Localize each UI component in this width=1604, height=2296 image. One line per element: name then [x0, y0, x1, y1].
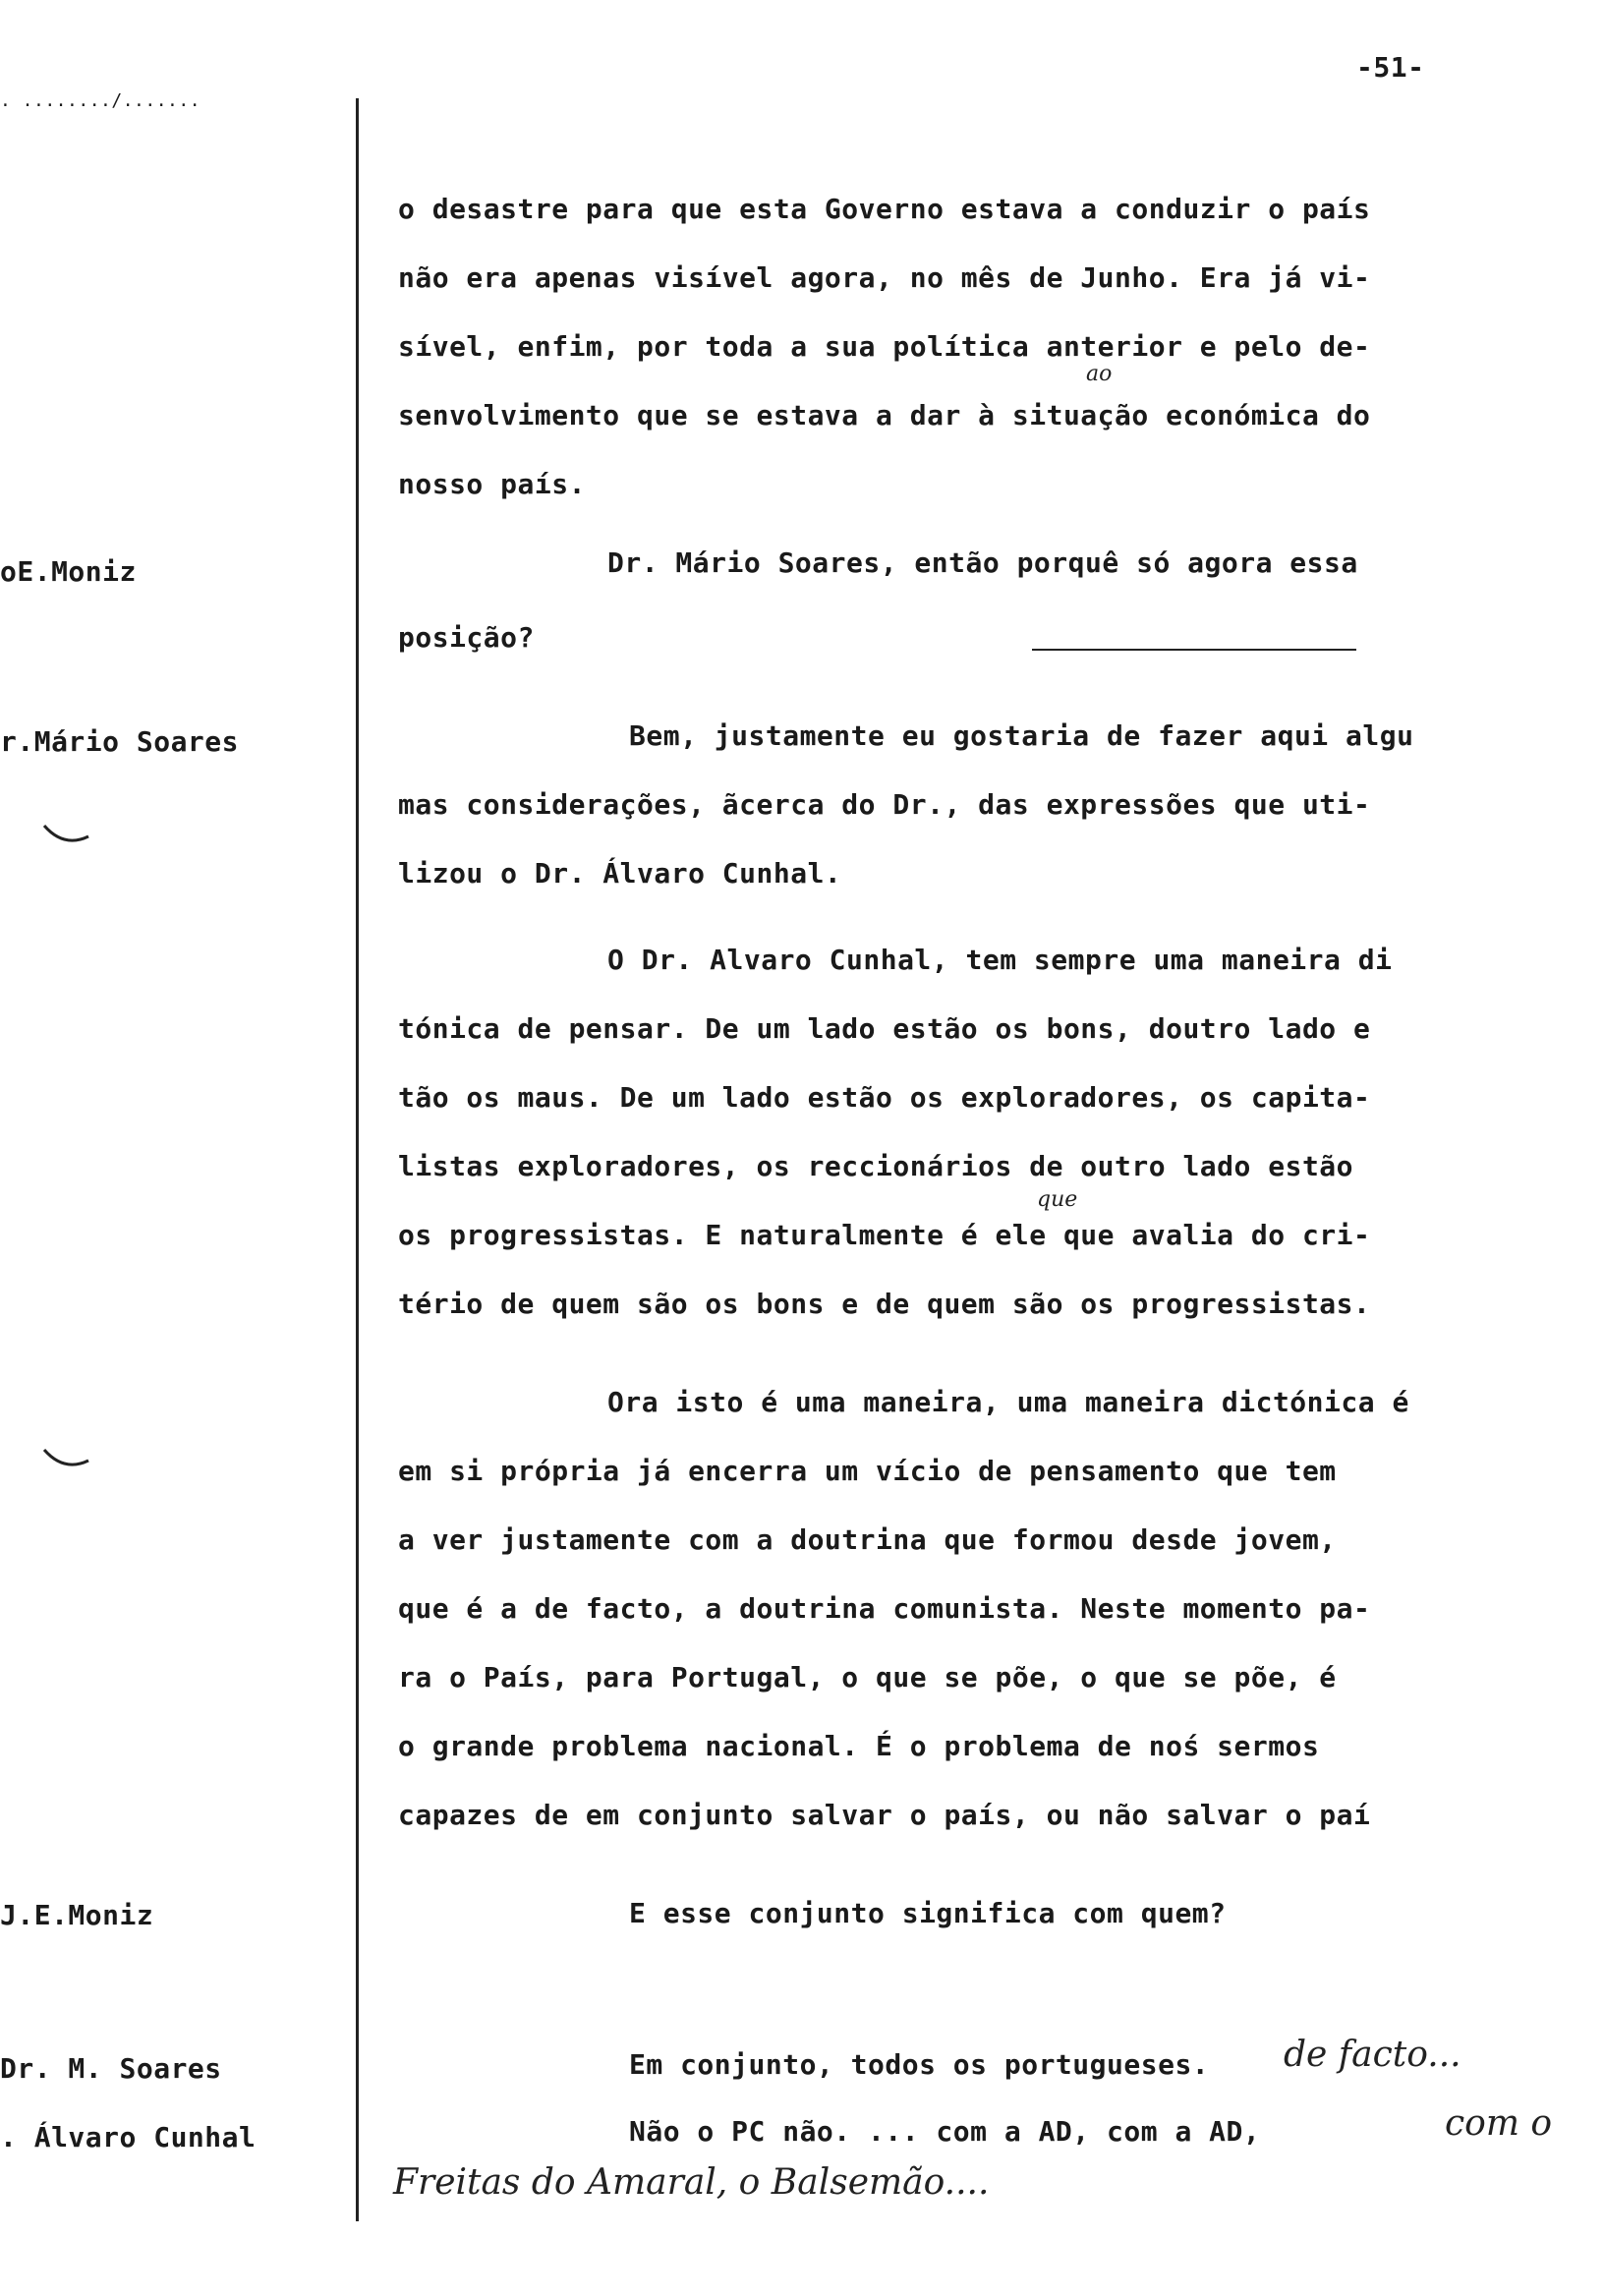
margin-arc-mark [39, 1445, 98, 1474]
body-line: E esse conjunto significa com quem? [629, 1897, 1227, 1929]
speaker-label: oE.Moniz [0, 555, 137, 588]
body-line: lizou o Dr. Álvaro Cunhal. [398, 857, 842, 890]
body-line: Não o PC não. ... com a AD, com a AD, [629, 2115, 1261, 2148]
speaker-label: Dr. M. Soares [0, 2052, 222, 2085]
handwritten-annotation: de facto... [1284, 2035, 1461, 2075]
body-line: mas considerações, ãcerca do Dr., das expressões que uti- [398, 788, 1371, 821]
handwritten-annotation: com o [1445, 2103, 1553, 2144]
body-line: Em conjunto, todos os portugueses. [629, 2048, 1210, 2081]
body-line: tão os maus. De um lado estão os exploradores, os capita- [398, 1081, 1371, 1114]
handwritten-annotation: Freitas do Amaral, o Balsemão.... [393, 2162, 990, 2203]
body-line: o grande problema nacional. É o problema de noś sermos [398, 1730, 1320, 1762]
body-line: ra o País, para Portugal, o que se põe, o que se põe, é [398, 1661, 1337, 1693]
body-line: a ver justamente com a doutrina que formou desde jovem, [398, 1523, 1337, 1556]
body-line: Dr. Mário Soares, então porquê só agora essa [607, 546, 1358, 579]
body-line: Ora isto é uma maneira, uma maneira dictónica é [607, 1386, 1409, 1418]
body-line: não era apenas visível agora, no mês de Junho. Era já vi- [398, 261, 1371, 294]
body-line: que é a de facto, a doutrina comunista. Neste momento pa- [398, 1592, 1371, 1625]
body-line: posição? [398, 621, 535, 654]
body-line: nosso país. [398, 468, 586, 500]
body-line: os progressistas. E naturalmente é ele que avalia do cri- [398, 1219, 1371, 1251]
body-line: Bem, justamente eu gostaria de fazer aqui algu [629, 719, 1414, 752]
body-line: em si própria já encerra um vício de pensamento que tem [398, 1455, 1337, 1487]
handwritten-insertion: que [1037, 1187, 1078, 1212]
speaker-label: r.Mário Soares [0, 725, 240, 758]
body-line: O Dr. Alvaro Cunhal, tem sempre uma maneira di [607, 944, 1393, 976]
body-line: listas exploradores, os reccionários de outro lado estão [398, 1150, 1354, 1182]
speaker-label: J.E.Moniz [0, 1899, 154, 1931]
body-line: tónica de pensar. De um lado estão os bons, doutro lado e [398, 1012, 1371, 1045]
body-line: sível, enfim, por toda a sua política anterior e pelo de- [398, 330, 1371, 363]
margin-rule [356, 98, 359, 2221]
underline-stroke [1032, 649, 1356, 651]
page-number: -51- [1356, 51, 1425, 84]
speaker-label: . Álvaro Cunhal [0, 2121, 257, 2153]
body-line: o desastre para que esta Governo estava a conduzir o país [398, 193, 1371, 225]
corner-mark: . ......../....... [0, 90, 201, 111]
handwritten-insertion: ao [1086, 362, 1113, 386]
body-line: senvolvimento que se estava a dar à situação económica do [398, 399, 1371, 431]
margin-arc-mark [39, 821, 98, 850]
body-line: capazes de em conjunto salvar o país, ou não salvar o paí [398, 1799, 1371, 1831]
body-line: tério de quem são os bons e de quem são os progressistas. [398, 1288, 1371, 1320]
